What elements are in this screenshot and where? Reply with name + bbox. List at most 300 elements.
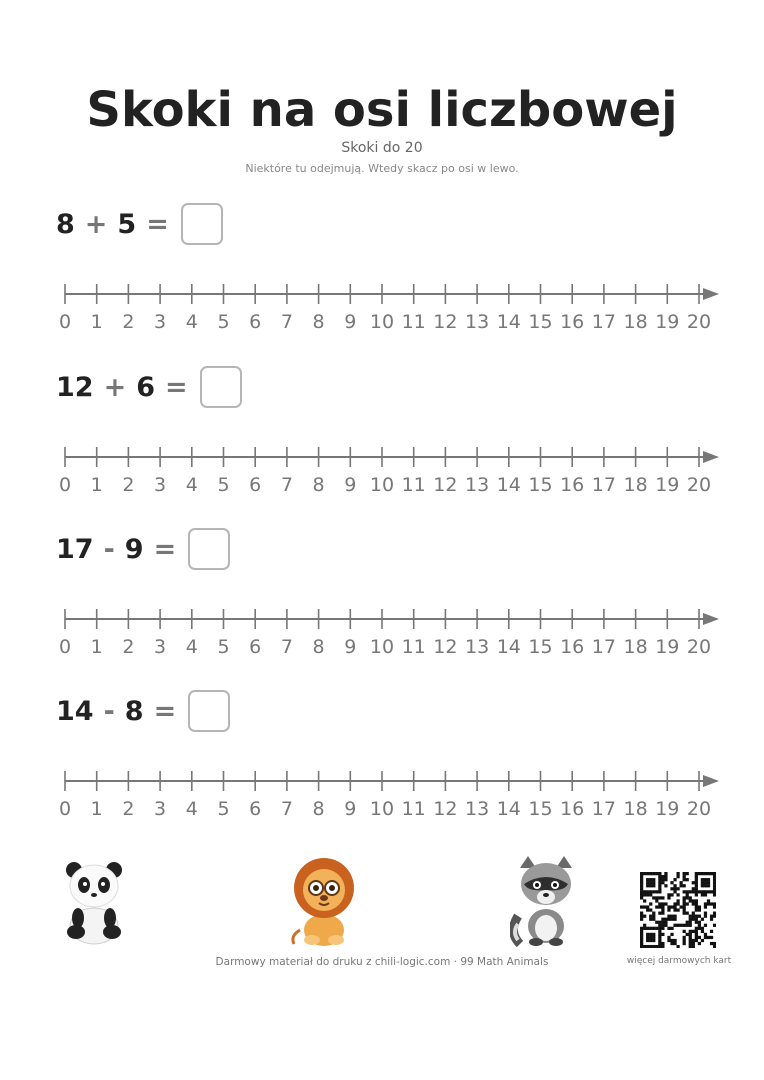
- qr-module: [707, 890, 710, 893]
- qr-module: [695, 878, 698, 881]
- qr-module: [695, 918, 698, 921]
- equals-sign: =: [146, 208, 169, 240]
- tick-label: 11: [401, 798, 426, 820]
- qr-module: [695, 899, 698, 902]
- qr-module: [658, 927, 661, 930]
- qr-module: [640, 930, 643, 933]
- tick-label: 10: [369, 311, 395, 333]
- tick-label: 13: [465, 798, 490, 820]
- tick-label: 20: [686, 474, 712, 496]
- qr-module: [692, 890, 695, 893]
- number-line: [50, 601, 720, 661]
- tick-label: 5: [217, 474, 230, 496]
- qr-module: [658, 912, 661, 915]
- qr-module: [667, 939, 670, 942]
- qr-module: [652, 896, 655, 899]
- qr-module: [649, 908, 652, 911]
- qr-module: [704, 924, 707, 927]
- qr-module: [689, 899, 692, 902]
- tick-label: 1: [90, 636, 103, 658]
- qr-module: [667, 896, 670, 899]
- qr-module: [683, 899, 686, 902]
- qr-module: [646, 893, 649, 896]
- qr-module: [652, 945, 655, 948]
- tick-label: 8: [312, 636, 325, 658]
- qr-module: [640, 905, 643, 908]
- qr-module: [680, 905, 683, 908]
- qr-module: [646, 908, 649, 911]
- qr-module: [664, 924, 667, 927]
- answer-box[interactable]: [188, 690, 230, 732]
- qr-module: [640, 896, 643, 899]
- qr-module: [704, 902, 707, 905]
- tick-label: 17: [591, 636, 616, 658]
- operator: +: [84, 208, 108, 240]
- qr-module: [646, 927, 649, 930]
- qr-module: [646, 933, 649, 936]
- qr-module: [698, 872, 701, 875]
- qr-module: [652, 912, 655, 915]
- qr-module: [713, 893, 716, 896]
- qr-code-icon[interactable]: [640, 872, 716, 952]
- tick-label: 9: [344, 311, 357, 333]
- operand-a: 12: [56, 371, 94, 403]
- qr-module: [670, 918, 673, 921]
- qr-module: [649, 893, 652, 896]
- qr-module: [649, 927, 652, 930]
- qr-module: [713, 915, 716, 918]
- panda-icon: [56, 856, 132, 950]
- qr-module: [658, 933, 661, 936]
- qr-module: [658, 872, 661, 875]
- qr-module: [704, 915, 707, 918]
- tick-label: 4: [185, 474, 198, 496]
- qr-module: [673, 942, 676, 945]
- qr-caption: więcej darmowych kart: [626, 956, 732, 966]
- qr-module: [658, 921, 661, 924]
- qr-module: [658, 930, 661, 933]
- exercise-4: [0, 689, 764, 849]
- qr-module: [652, 890, 655, 893]
- qr-module: [695, 875, 698, 878]
- qr-module: [698, 915, 701, 918]
- answer-box[interactable]: [200, 366, 242, 408]
- qr-module: [643, 915, 646, 918]
- operand-a: 14: [56, 695, 94, 727]
- qr-module: [713, 945, 716, 948]
- qr-module: [710, 890, 713, 893]
- qr-module: [640, 939, 643, 942]
- qr-module: [652, 939, 655, 942]
- exercise-1: [0, 202, 764, 362]
- qr-module: [701, 918, 704, 921]
- tick-label: 11: [401, 636, 426, 658]
- qr-module: [689, 890, 692, 893]
- tick-label: 13: [465, 636, 490, 658]
- operand-b: 8: [124, 695, 144, 727]
- tick-label: 1: [90, 798, 103, 820]
- page-title: Skoki na osi liczbowej: [86, 82, 678, 138]
- qr-module: [710, 918, 713, 921]
- qr-module: [649, 939, 652, 942]
- qr-module: [673, 890, 676, 893]
- number-line-svg: [50, 276, 720, 336]
- qr-module: [686, 912, 689, 915]
- qr-module: [658, 890, 661, 893]
- tick-label: 2: [122, 798, 135, 820]
- qr-module: [673, 905, 676, 908]
- qr-module: [686, 924, 689, 927]
- arrow-right-icon: [703, 288, 719, 300]
- qr-module: [692, 945, 695, 948]
- equals-sign: =: [153, 695, 177, 727]
- qr-module: [710, 872, 713, 875]
- tick-label: 3: [154, 636, 167, 658]
- qr-module: [655, 927, 658, 930]
- qr-module: [713, 878, 716, 881]
- qr-module: [698, 936, 701, 939]
- qr-module: [646, 905, 649, 908]
- tick-label: 14: [496, 474, 521, 496]
- qr-module: [643, 924, 646, 927]
- arrow-right-icon: [703, 775, 719, 787]
- qr-module: [707, 902, 710, 905]
- qr-module: [640, 912, 643, 915]
- qr-module: [701, 872, 704, 875]
- qr-module: [670, 893, 673, 896]
- qr-module: [704, 890, 707, 893]
- qr-module: [710, 902, 713, 905]
- qr-module: [713, 902, 716, 905]
- qr-module: [640, 875, 643, 878]
- qr-module: [701, 881, 704, 884]
- tick-label: 7: [280, 798, 293, 820]
- qr-module: [649, 945, 652, 948]
- qr-module: [692, 887, 695, 890]
- qr-module: [646, 939, 649, 942]
- qr-module: [704, 905, 707, 908]
- qr-module: [683, 908, 686, 911]
- qr-module: [673, 902, 676, 905]
- qr-module: [689, 915, 692, 918]
- qr-module: [676, 924, 679, 927]
- tick-label: 8: [312, 474, 325, 496]
- tick-label: 0: [58, 798, 72, 820]
- qr-module: [670, 933, 673, 936]
- qr-module: [664, 875, 667, 878]
- tick-label: 0: [58, 636, 72, 658]
- tick-label: 15: [528, 798, 553, 820]
- qr-module: [698, 942, 701, 945]
- qr-module: [643, 893, 646, 896]
- operator: -: [103, 695, 115, 727]
- qr-module: [661, 927, 664, 930]
- tick-label: 9: [344, 474, 357, 496]
- lion-icon: [286, 856, 362, 952]
- qr-module: [689, 945, 692, 948]
- tick-label: 16: [560, 636, 585, 658]
- qr-module: [676, 902, 679, 905]
- answer-box[interactable]: [181, 203, 223, 245]
- qr-module: [640, 887, 643, 890]
- tick-label: 1: [90, 474, 103, 496]
- tick-label: 7: [280, 636, 293, 658]
- tick-label: 12: [433, 474, 458, 496]
- operand-b: 5: [117, 208, 137, 240]
- qr-module: [661, 942, 664, 945]
- tick-label: 16: [560, 798, 585, 820]
- operand-b: 9: [124, 533, 144, 565]
- qr-module: [646, 878, 649, 881]
- tick-label: 14: [496, 798, 521, 820]
- qr-module: [670, 887, 673, 890]
- qr-module: [686, 893, 689, 896]
- qr-module: [643, 945, 646, 948]
- qr-module: [661, 933, 664, 936]
- qr-module: [698, 927, 701, 930]
- qr-module: [652, 872, 655, 875]
- qr-module: [649, 878, 652, 881]
- qr-module: [683, 872, 686, 875]
- qr-module: [661, 912, 664, 915]
- qr-module: [640, 872, 643, 875]
- tick-label: 6: [249, 798, 262, 820]
- tick-label: 12: [433, 798, 458, 820]
- qr-module: [646, 884, 649, 887]
- qr-module: [661, 896, 664, 899]
- qr-module: [692, 881, 695, 884]
- qr-module: [673, 887, 676, 890]
- qr-module: [640, 936, 643, 939]
- tick-label: 13: [465, 474, 490, 496]
- qr-module: [667, 936, 670, 939]
- qr-module: [658, 884, 661, 887]
- qr-module: [661, 918, 664, 921]
- qr-module: [680, 924, 683, 927]
- qr-module: [707, 884, 710, 887]
- equation: [56, 202, 223, 246]
- qr-module: [640, 942, 643, 945]
- qr-module: [707, 878, 710, 881]
- tick-label: 18: [623, 474, 648, 496]
- qr-module: [683, 939, 686, 942]
- tick-label: 4: [185, 311, 198, 333]
- qr-module: [692, 912, 695, 915]
- qr-module: [686, 921, 689, 924]
- qr-module: [658, 939, 661, 942]
- qr-module: [643, 927, 646, 930]
- qr-module: [646, 881, 649, 884]
- tick-label: 3: [154, 798, 167, 820]
- qr-module: [676, 899, 679, 902]
- qr-module: [686, 890, 689, 893]
- qr-module: [640, 878, 643, 881]
- qr-module: [695, 936, 698, 939]
- qr-module: [661, 945, 664, 948]
- qr-module: [683, 884, 686, 887]
- qr-module: [655, 872, 658, 875]
- qr-module: [689, 918, 692, 921]
- qr-module: [640, 890, 643, 893]
- qr-module: [664, 918, 667, 921]
- qr-module: [658, 942, 661, 945]
- tick-label: 19: [655, 798, 680, 820]
- qr-module: [710, 936, 713, 939]
- qr-module: [676, 893, 679, 896]
- qr-module: [673, 878, 676, 881]
- qr-module: [704, 878, 707, 881]
- qr-module: [695, 881, 698, 884]
- qr-module: [683, 905, 686, 908]
- tick-label: 7: [280, 474, 293, 496]
- qr-module: [646, 872, 649, 875]
- tick-label: 20: [686, 311, 712, 333]
- qr-module: [689, 936, 692, 939]
- qr-module: [704, 872, 707, 875]
- tick-label: 10: [369, 636, 395, 658]
- equation: [56, 689, 230, 733]
- exercise-2: [0, 365, 764, 525]
- qr-module: [676, 908, 679, 911]
- qr-module: [649, 936, 652, 939]
- qr-module: [692, 902, 695, 905]
- tick-label: 2: [122, 311, 135, 333]
- qr-module: [640, 933, 643, 936]
- tick-label: 18: [623, 311, 648, 333]
- qr-module: [673, 915, 676, 918]
- qr-module: [667, 918, 670, 921]
- tick-label: 4: [185, 636, 198, 658]
- qr-module: [686, 933, 689, 936]
- qr-module: [692, 942, 695, 945]
- tick-label: 6: [249, 474, 262, 496]
- qr-module: [658, 887, 661, 890]
- qr-module: [695, 887, 698, 890]
- qr-module: [704, 912, 707, 915]
- qr-module: [683, 942, 686, 945]
- qr-module: [710, 930, 713, 933]
- operand-a: 17: [56, 533, 94, 565]
- qr-module: [658, 924, 661, 927]
- equation: [56, 365, 242, 409]
- qr-module: [649, 890, 652, 893]
- arrow-right-icon: [703, 451, 719, 463]
- qr-module: [661, 905, 664, 908]
- equals-sign: =: [153, 533, 177, 565]
- qr-module: [713, 881, 716, 884]
- qr-module: [661, 902, 664, 905]
- tick-label: 16: [560, 311, 585, 333]
- tick-label: 19: [655, 474, 680, 496]
- tick-label: 15: [528, 474, 553, 496]
- tick-label: 8: [312, 311, 325, 333]
- qr-module: [655, 899, 658, 902]
- tick-label: 0: [58, 311, 72, 333]
- qr-module: [655, 905, 658, 908]
- tick-label: 1: [90, 311, 103, 333]
- tick-label: 11: [401, 474, 426, 496]
- tick-label: 8: [312, 798, 325, 820]
- qr-module: [713, 942, 716, 945]
- qr-module: [673, 884, 676, 887]
- qr-module: [640, 893, 643, 896]
- answer-box[interactable]: [188, 528, 230, 570]
- tick-label: 17: [591, 798, 616, 820]
- qr-module: [655, 945, 658, 948]
- qr-module: [686, 878, 689, 881]
- qr-module: [655, 890, 658, 893]
- page-subtitle: Skoki do 20: [341, 140, 423, 156]
- qr-module: [658, 881, 661, 884]
- tick-label: 12: [433, 311, 458, 333]
- qr-module: [695, 939, 698, 942]
- tick-label: 2: [122, 474, 135, 496]
- equals-sign: =: [165, 371, 188, 403]
- qr-module: [701, 884, 704, 887]
- qr-module: [695, 915, 698, 918]
- qr-module: [704, 893, 707, 896]
- arrow-right-icon: [703, 613, 719, 625]
- qr-module: [658, 875, 661, 878]
- qr-module: [640, 915, 643, 918]
- qr-module: [670, 942, 673, 945]
- qr-module: [680, 884, 683, 887]
- qr-module: [655, 896, 658, 899]
- qr-module: [676, 945, 679, 948]
- qr-module: [649, 902, 652, 905]
- qr-module: [692, 939, 695, 942]
- tick-label: 18: [623, 636, 648, 658]
- qr-module: [649, 918, 652, 921]
- operator: -: [103, 533, 115, 565]
- qr-module: [713, 905, 716, 908]
- qr-module: [658, 902, 661, 905]
- tick-label: 5: [217, 311, 230, 333]
- qr-module: [683, 930, 686, 933]
- qr-module: [652, 881, 655, 884]
- qr-module: [704, 884, 707, 887]
- qr-module: [701, 930, 704, 933]
- tick-label: 3: [154, 474, 167, 496]
- qr-module: [689, 939, 692, 942]
- tick-label: 9: [344, 636, 357, 658]
- tick-label: 16: [560, 474, 585, 496]
- qr-module: [652, 927, 655, 930]
- qr-module: [658, 936, 661, 939]
- number-line: [50, 763, 720, 823]
- qr-module: [661, 875, 664, 878]
- qr-module: [707, 899, 710, 902]
- tick-label: 10: [369, 474, 395, 496]
- qr-module: [713, 872, 716, 875]
- qr-module: [640, 918, 643, 921]
- qr-module: [713, 887, 716, 890]
- qr-module: [689, 933, 692, 936]
- qr-module: [649, 884, 652, 887]
- qr-module: [652, 936, 655, 939]
- qr-module: [670, 905, 673, 908]
- qr-module: [686, 896, 689, 899]
- qr-module: [683, 890, 686, 893]
- qr-module: [713, 875, 716, 878]
- qr-module: [640, 881, 643, 884]
- qr-module: [649, 915, 652, 918]
- tick-label: 9: [344, 798, 357, 820]
- tick-label: 6: [249, 311, 262, 333]
- qr-module: [713, 884, 716, 887]
- tick-label: 7: [280, 311, 293, 333]
- number-line-svg: [50, 601, 720, 661]
